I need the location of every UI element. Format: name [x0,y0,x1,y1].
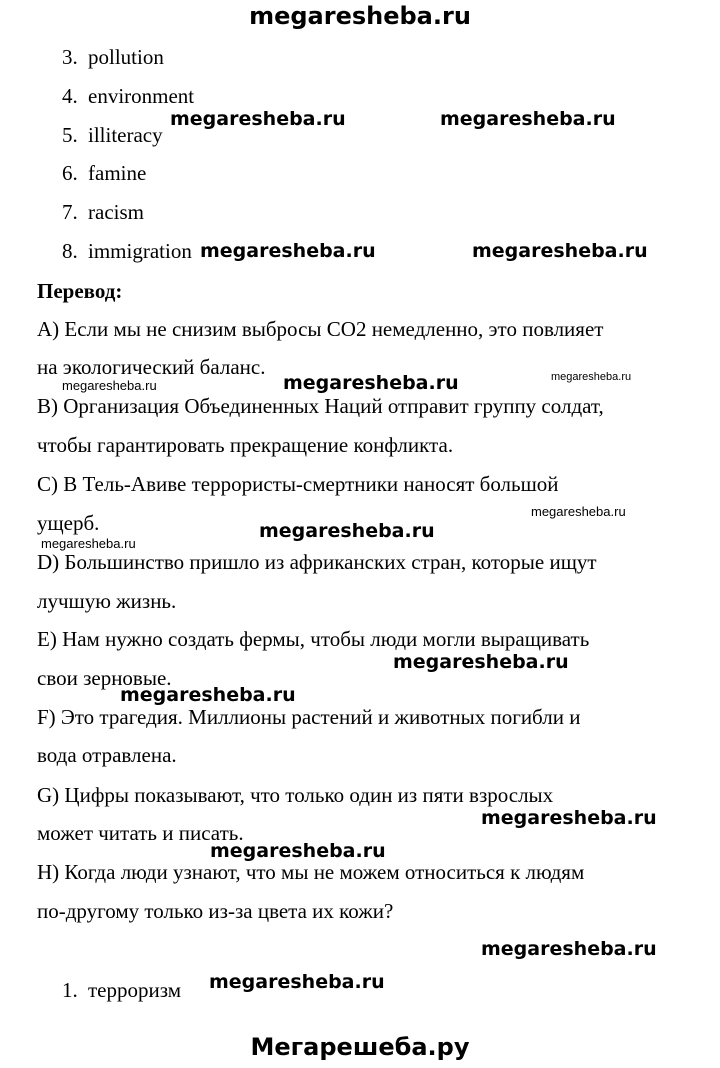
watermark: megaresheba.ru [393,651,569,673]
watermark: megaresheba.ru [259,520,435,542]
watermark: megaresheba.ru [120,684,296,706]
translation-line: может читать и писать. [37,821,244,845]
watermark: megaresheba.ru [481,938,657,960]
translation-line: чтобы гарантировать прекращение конфликта. [37,433,454,457]
list-item: 4. environment [62,84,195,108]
translation-line: E) Нам нужно создать фермы, чтобы люди могли выращивать [37,627,590,651]
translation-line: G) Цифры показывают, что только один из пяти взрослых [37,783,554,807]
watermark: megaresheba.ru [283,372,459,394]
page-header: megaresheba.ru [249,2,471,30]
watermark: megaresheba.ru [531,504,626,519]
watermark: megaresheba.ru [481,807,657,829]
watermark: megaresheba.ru [41,536,136,551]
translation-line: C) В Тель-Авиве террористы-смертники наносят большой [37,472,559,496]
translation-heading: Перевод: [37,279,123,303]
watermark: megaresheba.ru [62,378,157,393]
page-footer: Мегарешеба.ру [250,1033,470,1061]
watermark: megaresheba.ru [210,840,386,862]
watermark: megaresheba.ru [472,240,648,262]
list-item: 6. famine [62,161,147,185]
translation-line: A) Если мы не снизим выбросы CO2 немедленно, это повлияет [37,317,604,341]
watermark: megaresheba.ru [200,240,376,262]
translation-line: вода отравлена. [37,743,177,767]
translation-line: H) Когда люди узнают, что мы не можем относиться к людям [37,860,585,884]
list-item: 8. immigration [62,239,192,263]
translation-line: по-другому только из-за цвета их кожи? [37,899,394,923]
watermark: megaresheba.ru [551,371,632,383]
translation-line: D) Большинство пришло из африканских стран, которые ищут [37,550,597,574]
watermark: megaresheba.ru [440,108,616,130]
list-item: 1. терроризм [62,978,182,1002]
translation-line: ущерб. [37,511,100,535]
list-item: 3. pollution [62,45,164,69]
translation-line: B) Организация Объединенных Наций отправит группу солдат, [37,394,604,418]
translation-line: на экологический баланс. [37,355,266,379]
translation-line: лучшую жизнь. [37,589,177,613]
watermark: megaresheba.ru [209,971,385,993]
watermark: megaresheba.ru [170,108,346,130]
list-item: 7. racism [62,200,144,224]
translation-line: F) Это трагедия. Миллионы растений и животных погибли и [37,705,581,729]
list-item: 5. illiteracy [62,123,163,147]
translation-line: свои зерновые. [37,666,172,690]
